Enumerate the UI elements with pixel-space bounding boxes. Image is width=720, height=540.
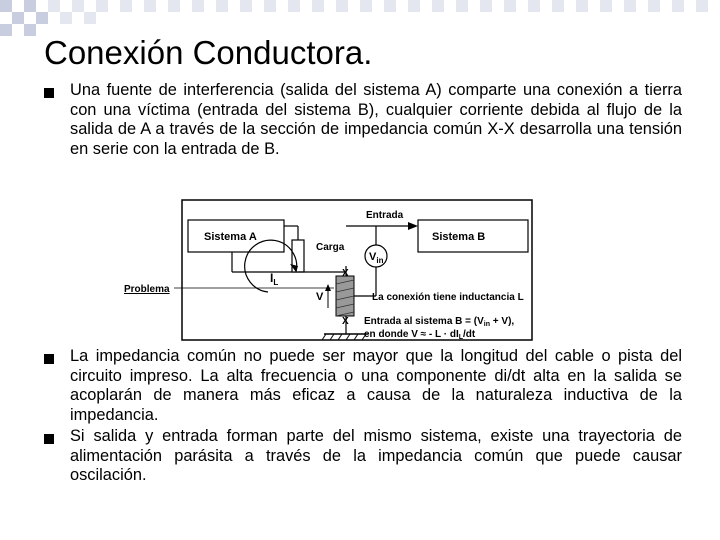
bullet-text-1: Una fuente de interferencia (salida del sistema A) comparte una conexión a tierra con una víctima (entrada del sistema B), cualquier corriente debida al flujo de la salida de A a través de la sección de impedancia común X-X desarrolla una tensión en serie con la entrada de B. [70,81,682,158]
bullet-marker-3 [44,434,54,444]
sistema-a-label: Sistema A [204,231,257,243]
bullet-marker-2 [44,354,54,364]
bullet-marker-1 [44,88,54,98]
inductancia-label: La conexión tiene inductancia L [372,292,524,303]
il-label: $I_L$ [270,271,279,287]
equation-line-1: Entrada al sistema $B = (V_{in} + V)$, [364,316,515,328]
problema-label: Problema [124,284,170,295]
carga-label: Carga [316,242,345,253]
x-bottom-label: X [342,316,349,327]
x-top-label: X [342,268,349,279]
entrada-label: Entrada [366,210,404,221]
sistema-b-label: Sistema B [432,231,486,243]
v-label: V [316,291,324,303]
bullet-text-2: La impedancia común no puede ser mayor que la longitud del cable o pista del circuito impreso. La alta frecuencia o una componente di/dt alta en la salida se acoplarán de manera más eficaz a causa de la naturaleza inductiva de la impedancia. [70,347,682,424]
slide-title: Conexión Conductora. [44,34,373,71]
vin-label: $V_{in}$ [369,251,384,265]
circuit-diagram [120,196,540,346]
equation-line-2: en donde V ≈ - $L \cdot dI_L/dt$ [364,329,476,341]
bullet-text-3: Si salida y entrada forman parte del mismo sistema, existe una trayectoria de alimentación parásita a través de la impedancia común que puede causar oscilación. [70,427,682,484]
